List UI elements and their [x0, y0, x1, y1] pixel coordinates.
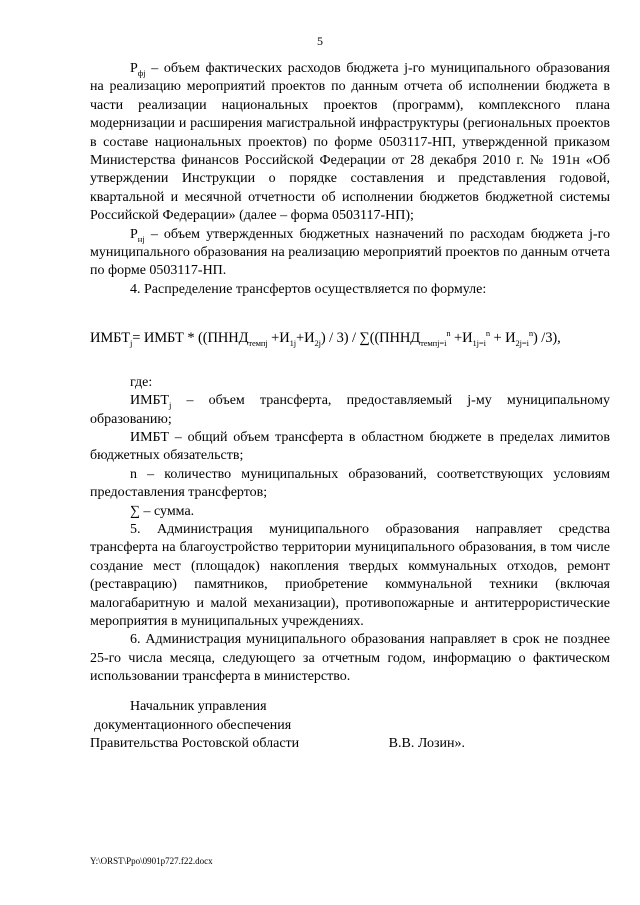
definition-sum: ∑ – сумма. [130, 503, 195, 519]
distribution-formula: $ИМБТ_j=$ ИМБТ * $((ПННД_{темпj} +И_{1j}+И_{2j}) / 3)$ / $\sum((ПННД_{темпj=i}^n +И_{1j=i}^n + И_{2j=i}^n)$ /3), [90, 328, 561, 349]
definition-imbt-j: $ИМБТ_j$ – объем трансферта, предоставляемый j-му муниципальному образованию; [90, 393, 610, 427]
where-label: где: [130, 374, 153, 390]
footer-file-path: Y:\ORST\Ppo\0901p727.f22.docx [90, 856, 213, 866]
signature-block [90, 698, 610, 754]
document-body [90, 60, 610, 687]
page-number: 5 [317, 34, 323, 48]
paragraph-distribution-formula-intro: 4. Распределение трансфертов осуществляется по формуле: [130, 281, 487, 297]
paragraph-item-6: 6. Администрация муниципального образования направляет в срок не позднее 25-го числа месяца, следующего за отчетным годом, информацию о фактическом использовании трансферта в министерство. [90, 632, 610, 685]
definition-imbt-total: ИМБТ – общий объем трансферта в областном бюджете в пределах лимитов бюджетных обязательств; [90, 429, 610, 464]
paragraph-item-5: 5. Администрация муниципального образования направляет средства трансферта на благоустройство территории муниципального образования, в том числе создание мест (площадок) накопления твердых коммунальных отходов, ремонт (реставрацию) памятников, приобретение коммунальной техники (включая малогабаритную и малой механизации), противопожарные и антитеррористические мероприятия в муниципальных учреждениях. [90, 521, 610, 629]
signature-row [90, 735, 465, 754]
signature-name: В.В. Лозин». [388, 736, 465, 751]
signature-position-line3: Правительства Ростовской области [90, 736, 300, 751]
definition-n: n – количество муниципальных образований, соответствующих условиям предоставления трансфертов; [90, 466, 610, 501]
paragraph-approved-appropriations: $Р_{нj}$ – объем утвержденных бюджетных назначений по расходам бюджета j-го муниципального образования на реализацию мероприятий проектов по данным отчета по форме 0503117-НП. [90, 226, 610, 279]
signature-position-line1: Начальник управления [130, 699, 267, 714]
signature-position-line2: документационного обеспечения [94, 717, 292, 733]
paragraph-actual-expenses: $Р_{фj}$ – объем фактических расходов бюджета j-го муниципального образования на реализацию мероприятий проектов по данным отчета об исполнении бюджета в части реализации национальных проектов (программ), комплексного плана модернизации и расширения магистральной инфраструктуры (региональных проектов в составе национальных проектов) по форме 0503117-НП, утвержденной приказом Министерства финансов Российской Федерации от 28 декабря 2010 г. № 191н «Об утверждении Инструкции о порядке составления и представления годовой, квартальной и месячной отчетности об исполнении бюджетов бюджетной системы Российской Федерации» (далее – форма 0503117-НП); [90, 61, 610, 224]
